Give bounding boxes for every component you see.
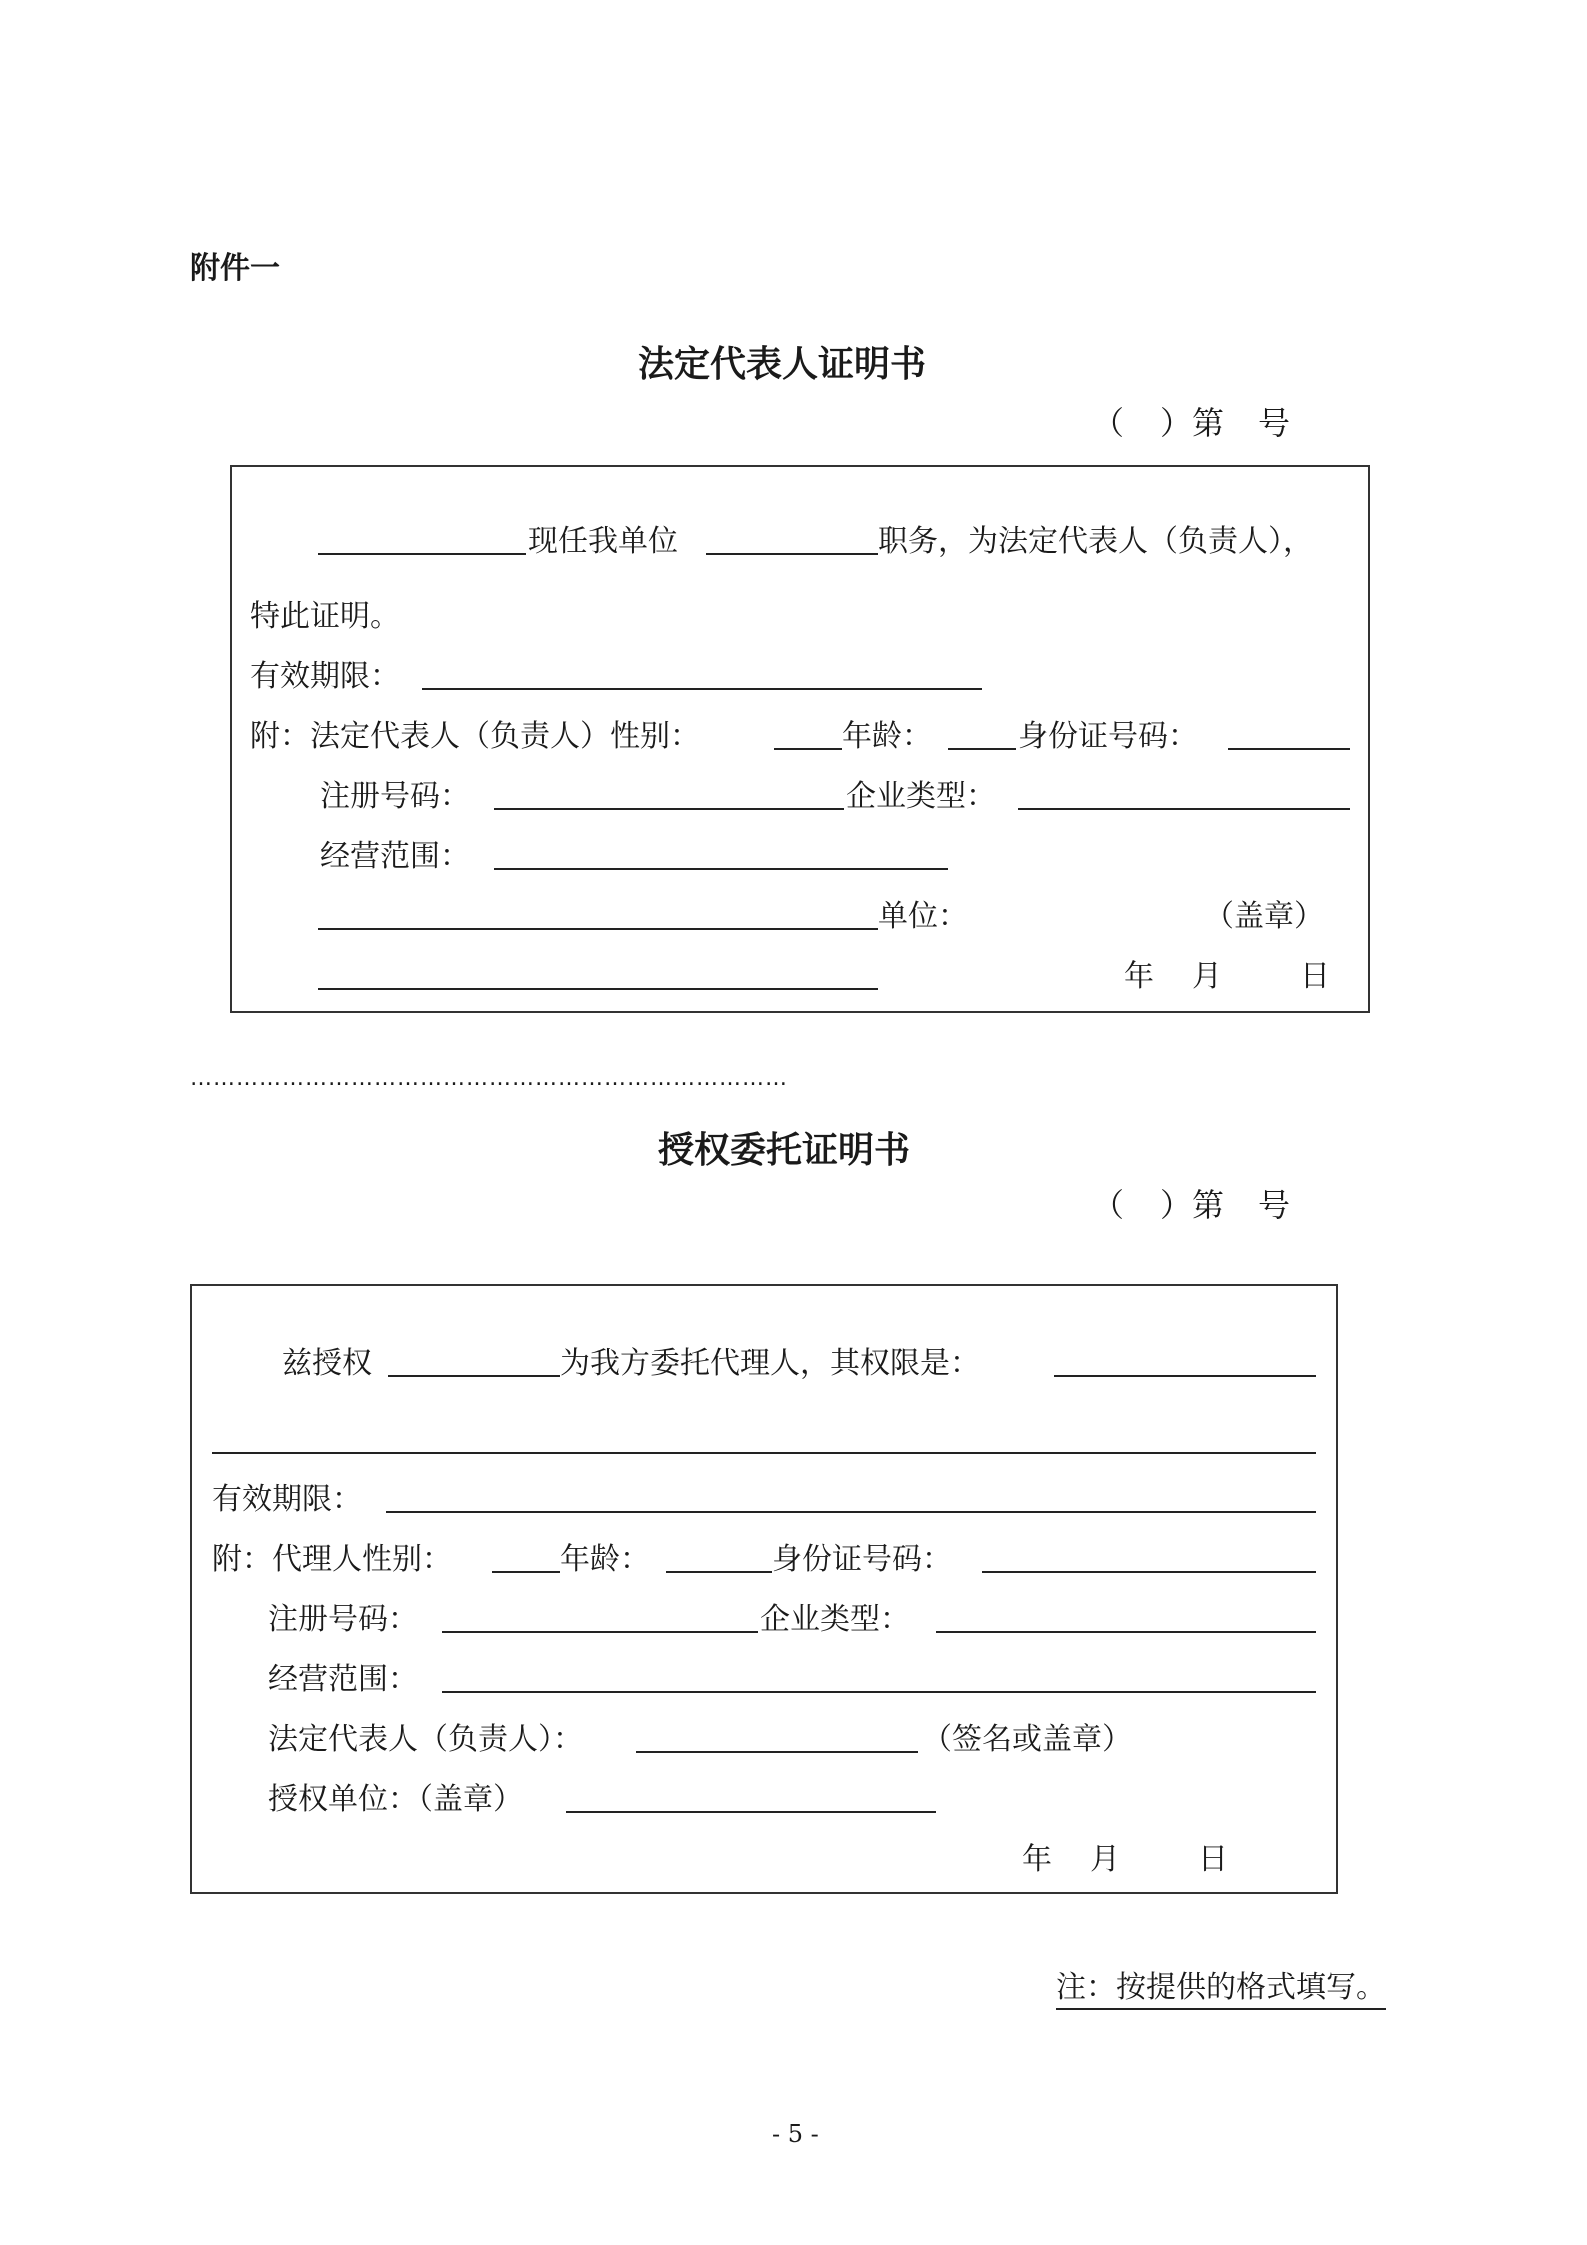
form1-date-line[interactable] <box>318 988 878 990</box>
form1-date-day: 日 <box>1300 959 1330 994</box>
form1-age-label: 年龄： <box>842 719 932 754</box>
form1-validity-blank[interactable] <box>422 688 982 690</box>
form1-row2-text: 特此证明。 <box>250 599 400 634</box>
form1-unit-label: 单位： <box>878 899 968 934</box>
form1-position-blank[interactable] <box>706 553 878 555</box>
form2-age-label: 年龄： <box>560 1542 650 1577</box>
form2-authority-blank-2[interactable] <box>212 1452 1316 1454</box>
form2-number-open: （ <box>1092 1186 1125 1224</box>
form1-type-label: 企业类型： <box>846 779 996 814</box>
form1-scope-label: 经营范围： <box>320 839 470 874</box>
form1-date-year: 年 <box>1124 959 1154 994</box>
note-text: 注：按提供的格式填写。 <box>1056 1962 1386 2010</box>
form2-scope-blank[interactable] <box>442 1691 1316 1693</box>
form2-auth-unit-label: 授权单位：（盖章） <box>268 1782 523 1817</box>
form1-title: 法定代表人证明书 <box>638 343 927 385</box>
form1-type-blank[interactable] <box>1018 808 1350 810</box>
page-number: - 5 - <box>772 2120 819 2148</box>
form2-date-month: 月 <box>1090 1842 1120 1877</box>
form1-annex-label: 附：法定代表人（负责人）性别： <box>250 719 700 754</box>
form2-id-label: 身份证号码： <box>772 1542 952 1577</box>
form2-id-blank[interactable] <box>982 1571 1316 1573</box>
form1-number-close: ）第 <box>1160 404 1225 442</box>
form1-name-blank[interactable] <box>318 553 526 555</box>
form1-number-open: （ <box>1092 404 1125 442</box>
form2-authority-blank[interactable] <box>1054 1375 1316 1377</box>
form2-title: 授权委托证明书 <box>658 1129 911 1171</box>
form1-number-suffix: 号 <box>1258 404 1291 442</box>
form2-type-label: 企业类型： <box>760 1602 910 1637</box>
form1-date-month: 月 <box>1192 959 1222 994</box>
form1-reg-label: 注册号码： <box>320 779 470 814</box>
dotted-separator: …………………………………………………………………… <box>190 1066 788 1091</box>
form2-auth-unit-blank[interactable] <box>566 1811 936 1813</box>
form1-age-blank[interactable] <box>948 748 1016 750</box>
form2-legal-rep-label: 法定代表人（负责人）： <box>268 1722 583 1757</box>
form2-type-blank[interactable] <box>936 1631 1316 1633</box>
form2-sign-label: （签名或盖章） <box>922 1722 1132 1757</box>
form2-reg-blank[interactable] <box>442 1631 758 1633</box>
form2-number-close: ）第 <box>1160 1186 1225 1224</box>
form2-scope-label: 经营范围： <box>268 1662 418 1697</box>
form2-annex-label: 附：代理人性别： <box>212 1542 452 1577</box>
form1-gender-blank[interactable] <box>774 748 842 750</box>
form2-validity-label: 有效期限： <box>212 1482 362 1517</box>
form1-unit-blank[interactable] <box>318 928 878 930</box>
form2-date-year: 年 <box>1022 1842 1052 1877</box>
form1-row1-text: 现任我单位 <box>528 524 678 559</box>
form2-validity-blank[interactable] <box>386 1511 1316 1513</box>
form2-date-day: 日 <box>1198 1842 1228 1877</box>
attachment-label: 附件一 <box>190 251 280 286</box>
form2-reg-label: 注册号码： <box>268 1602 418 1637</box>
form1-scope-blank[interactable] <box>494 868 948 870</box>
form1-id-label: 身份证号码： <box>1018 719 1198 754</box>
form2-legal-rep-blank[interactable] <box>636 1751 918 1753</box>
form1-validity-label: 有效期限： <box>250 659 400 694</box>
form1-row1-text2: 职务，为法定代表人（负责人）， <box>878 524 1313 559</box>
form2-age-blank[interactable] <box>666 1571 772 1573</box>
form1-seal-label: （盖章） <box>1204 899 1324 934</box>
form2-row1-text2: 为我方委托代理人，其权限是： <box>560 1346 980 1381</box>
form2-row1-text: 兹授权 <box>282 1346 372 1381</box>
form2-gender-blank[interactable] <box>492 1571 560 1573</box>
form1-id-blank[interactable] <box>1228 748 1350 750</box>
form2-agent-blank[interactable] <box>388 1375 560 1377</box>
form2-number-suffix: 号 <box>1258 1186 1291 1224</box>
form1-reg-blank[interactable] <box>494 808 844 810</box>
